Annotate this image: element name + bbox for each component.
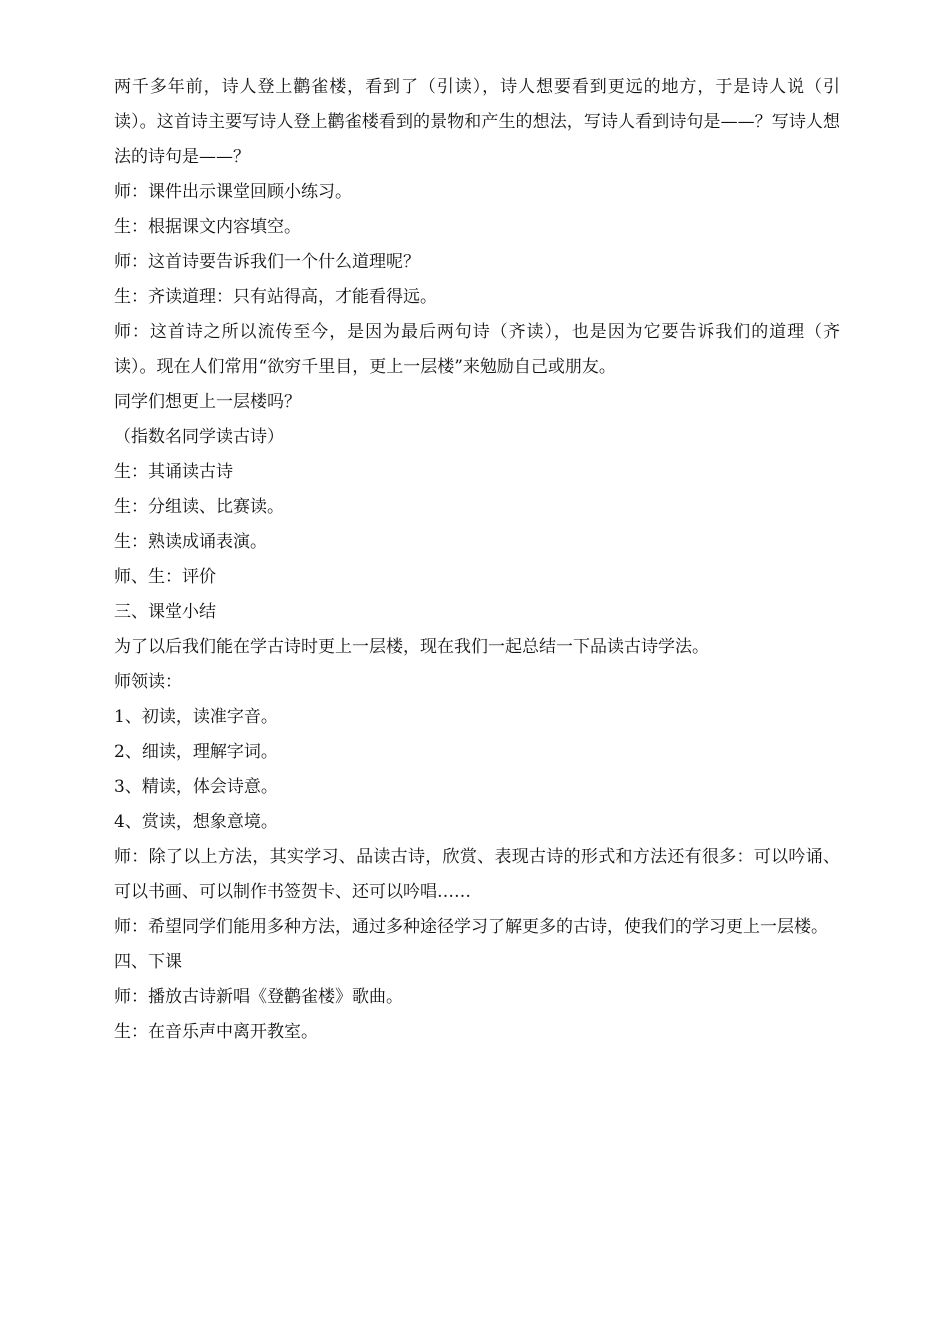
- section-heading-dismiss: 四、下课: [114, 952, 182, 972]
- paragraph-question: 同学们想更上一层楼吗？: [114, 392, 301, 412]
- paragraph-instruction: （指数名同学读古诗）: [114, 427, 284, 447]
- list-item-2: 2、细读，理解字词。: [114, 742, 278, 762]
- paragraph-teacher-methods: 师：除了以上方法，其实学习、品读古诗，欣赏、表现古诗的形式和方法还有很多：可以吟诵、可以书画、可以制作书签贺卡、还可以吟唱……: [114, 847, 840, 902]
- paragraph-student-principle: 生：齐读道理：只有站得高，才能看得远。: [114, 287, 437, 307]
- paragraph-evaluate: 师、生：评价: [114, 567, 216, 587]
- document-body: [114, 70, 840, 1050]
- paragraph-summary-intro: 为了以后我们能在学古诗时更上一层楼，现在我们一起总结一下品读古诗学法。: [114, 637, 709, 657]
- paragraph-teacher-hope: 师：希望同学们能用多种方法，通过多种途径学习了解更多的古诗，使我们的学习更上一层楼。: [114, 917, 828, 937]
- paragraph-teacher-exercise: 师：课件出示课堂回顾小练习。: [114, 182, 352, 202]
- paragraph-student-perform: 生：熟读成诵表演。: [114, 532, 267, 552]
- paragraph-student-group: 生：分组读、比赛读。: [114, 497, 284, 517]
- paragraph-intro: 两千多年前，诗人登上鹳雀楼，看到了（引读），诗人想要看到更远的地方，于是诗人说（引读）。这首诗主要写诗人登上鹳雀楼看到的景物和产生的想法，写诗人看到诗句是——？写诗人想法的诗句是——？: [114, 77, 840, 167]
- list-item-1: 1、初读，读准字音。: [114, 707, 278, 727]
- list-item-4: 4、赏读，想象意境。: [114, 812, 278, 832]
- section-heading-summary: 三、课堂小结: [114, 602, 216, 622]
- paragraph-teacher-explain: 师：这首诗之所以流传至今，是因为最后两句诗（齐读），也是因为它要告诉我们的道理（齐读）。现在人们常用“欲穷千里目，更上一层楼”来勉励自己或朋友。: [114, 322, 840, 377]
- paragraph-teacher-question: 师：这首诗要告诉我们一个什么道理呢？: [114, 252, 420, 272]
- paragraph-teacher-song: 师：播放古诗新唱《登鹳雀楼》歌曲。: [114, 987, 403, 1007]
- paragraph-student-recite: 生：其诵读古诗: [114, 462, 233, 482]
- paragraph-student-fill: 生：根据课文内容填空。: [114, 217, 301, 237]
- paragraph-teacher-lead: 师领读：: [114, 672, 182, 692]
- list-item-3: 3、精读，体会诗意。: [114, 777, 278, 797]
- paragraph-student-leave: 生：在音乐声中离开教室。: [114, 1022, 318, 1042]
